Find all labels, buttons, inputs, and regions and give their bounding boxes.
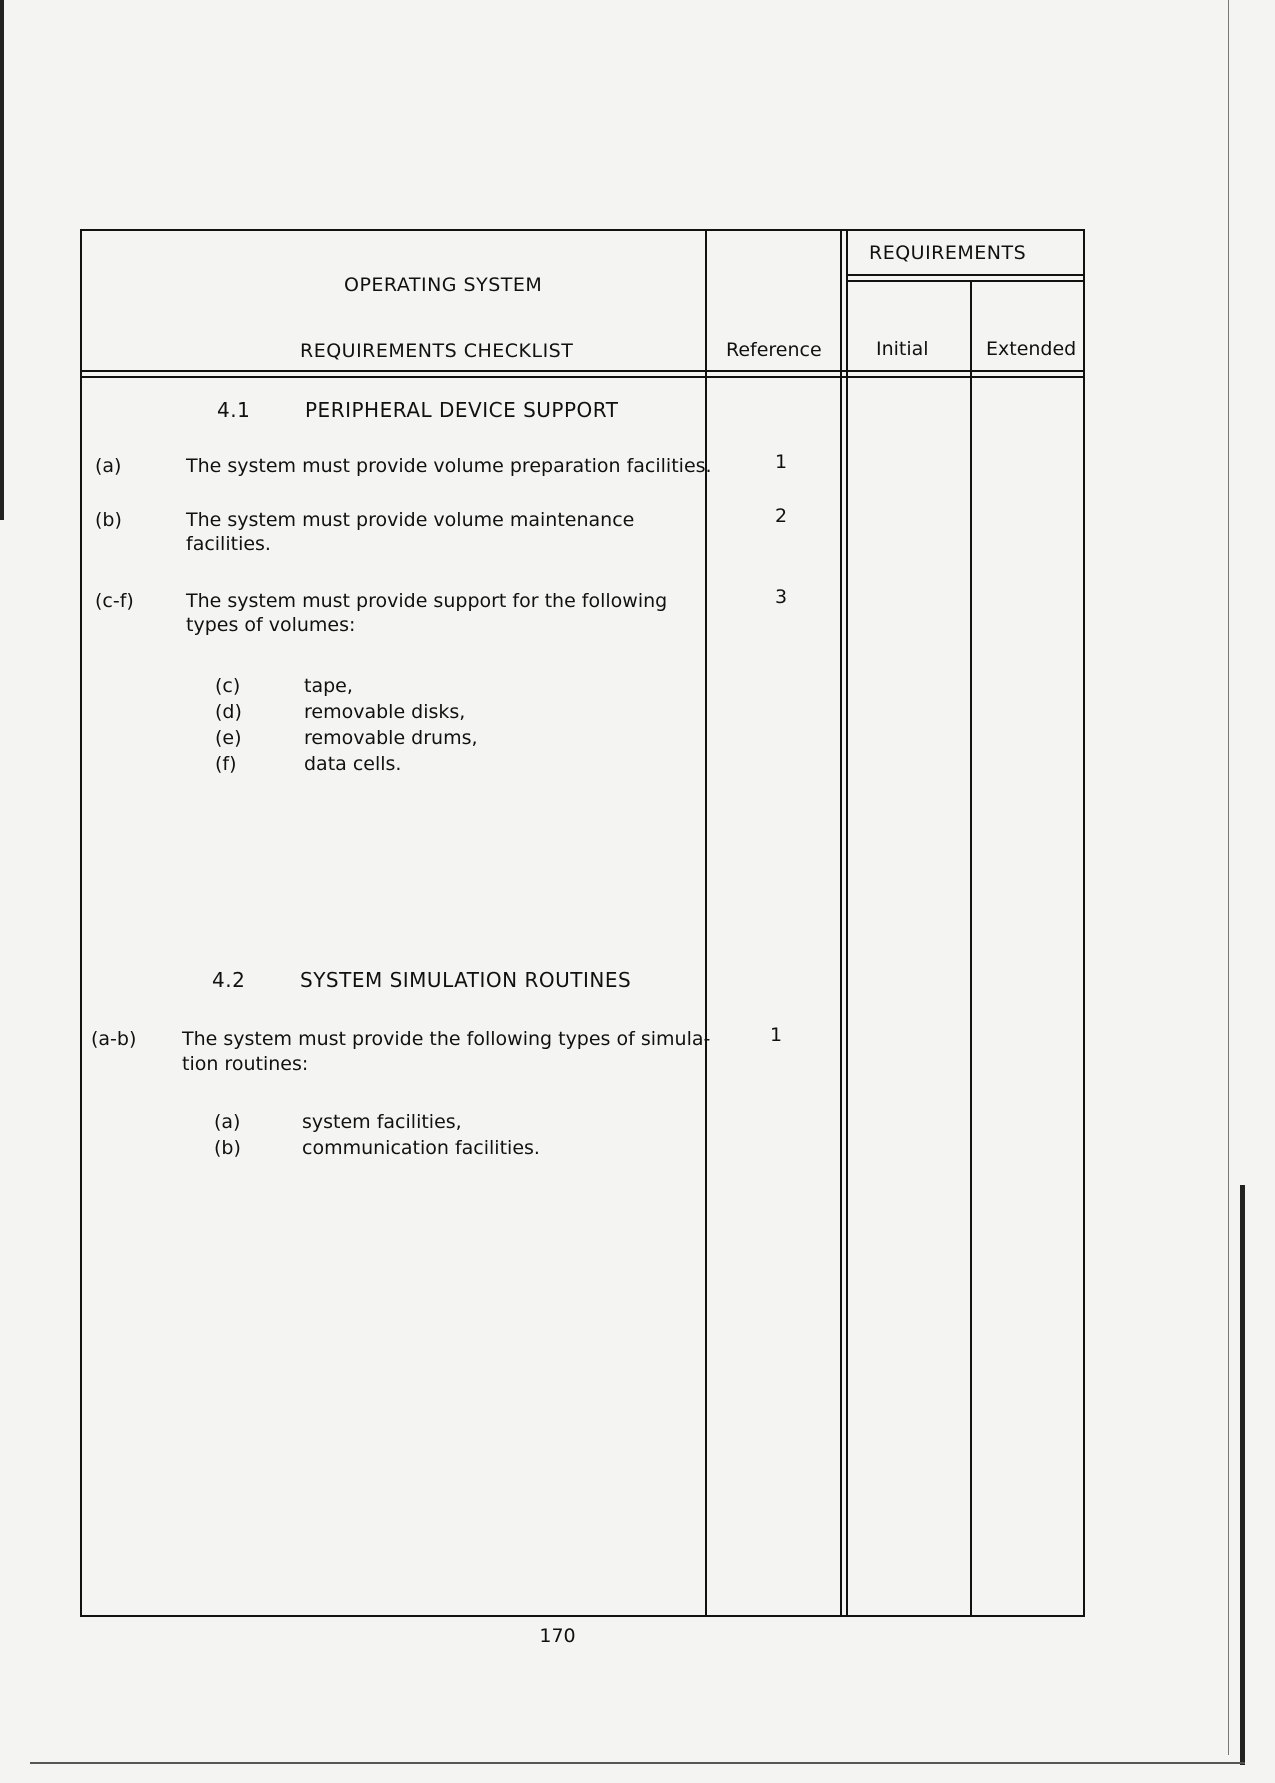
subitem-text: removable disks, xyxy=(304,701,466,723)
header-reference: Reference xyxy=(726,339,822,361)
subitem-label: (b) xyxy=(214,1137,241,1159)
extended-column-divider xyxy=(970,281,972,1615)
subitem-label: (d) xyxy=(215,701,242,723)
item-cf-ref: 3 xyxy=(774,586,788,608)
item-b-line2: facilities. xyxy=(186,533,271,555)
header-extended: Extended xyxy=(986,338,1077,360)
header-title-line2: REQUIREMENTS CHECKLIST xyxy=(300,340,574,362)
header-initial: Initial xyxy=(876,338,929,360)
section-41-number: 4.1 xyxy=(217,398,251,422)
page-edge-left xyxy=(0,0,4,520)
item-a-text: The system must provide volume preparation facilities. xyxy=(186,455,712,477)
subitem-text: removable drums, xyxy=(304,727,478,749)
section-41-title: PERIPHERAL DEVICE SUPPORT xyxy=(305,398,619,422)
requirements-rule-2 xyxy=(846,280,1083,282)
page-edge-bottom xyxy=(30,1762,1245,1764)
subitem-text: system facilities, xyxy=(302,1111,462,1133)
item-cf-line2: types of volumes: xyxy=(186,614,356,636)
subitem-label: (f) xyxy=(215,753,237,775)
requirements-divider-outer xyxy=(840,231,842,1615)
section-42-number: 4.2 xyxy=(212,968,246,992)
item-b-line1: The system must provide volume maintenance xyxy=(186,509,635,531)
item-a-ref: 1 xyxy=(774,451,788,473)
subitem-text: communication facilities. xyxy=(302,1137,540,1159)
page-edge-right xyxy=(1228,0,1229,1755)
page-edge-right-thick xyxy=(1240,1185,1245,1765)
section-42-title: SYSTEM SIMULATION ROUTINES xyxy=(300,968,632,992)
item-b-label: (b) xyxy=(95,509,122,531)
subitem-label: (a) xyxy=(214,1111,241,1133)
item-a-label: (a) xyxy=(95,455,122,477)
requirements-divider-inner xyxy=(846,231,848,1615)
subitem-text: data cells. xyxy=(304,753,402,775)
header-rule-2 xyxy=(82,376,1083,378)
page-number: 170 xyxy=(539,1625,576,1647)
subitem-label: (c) xyxy=(215,675,241,697)
header-requirements: REQUIREMENTS xyxy=(869,242,1027,264)
item-ab-line2: tion routines: xyxy=(182,1053,309,1075)
item-cf-line1: The system must provide support for the following xyxy=(186,590,668,612)
item-ab-ref: 1 xyxy=(769,1024,783,1046)
reference-column-divider xyxy=(705,231,707,1615)
item-ab-label: (a-b) xyxy=(91,1028,137,1050)
subitem-label: (e) xyxy=(215,727,242,749)
item-cf-label: (c-f) xyxy=(95,590,134,612)
requirements-checklist-form xyxy=(80,229,1085,1617)
subitem-text: tape, xyxy=(304,675,353,697)
requirements-rule-1 xyxy=(846,274,1083,276)
item-ab-line1: The system must provide the following types of simula- xyxy=(182,1028,711,1050)
header-rule-1 xyxy=(82,370,1083,372)
header-title-line1: OPERATING SYSTEM xyxy=(344,274,543,296)
item-b-ref: 2 xyxy=(774,505,788,527)
